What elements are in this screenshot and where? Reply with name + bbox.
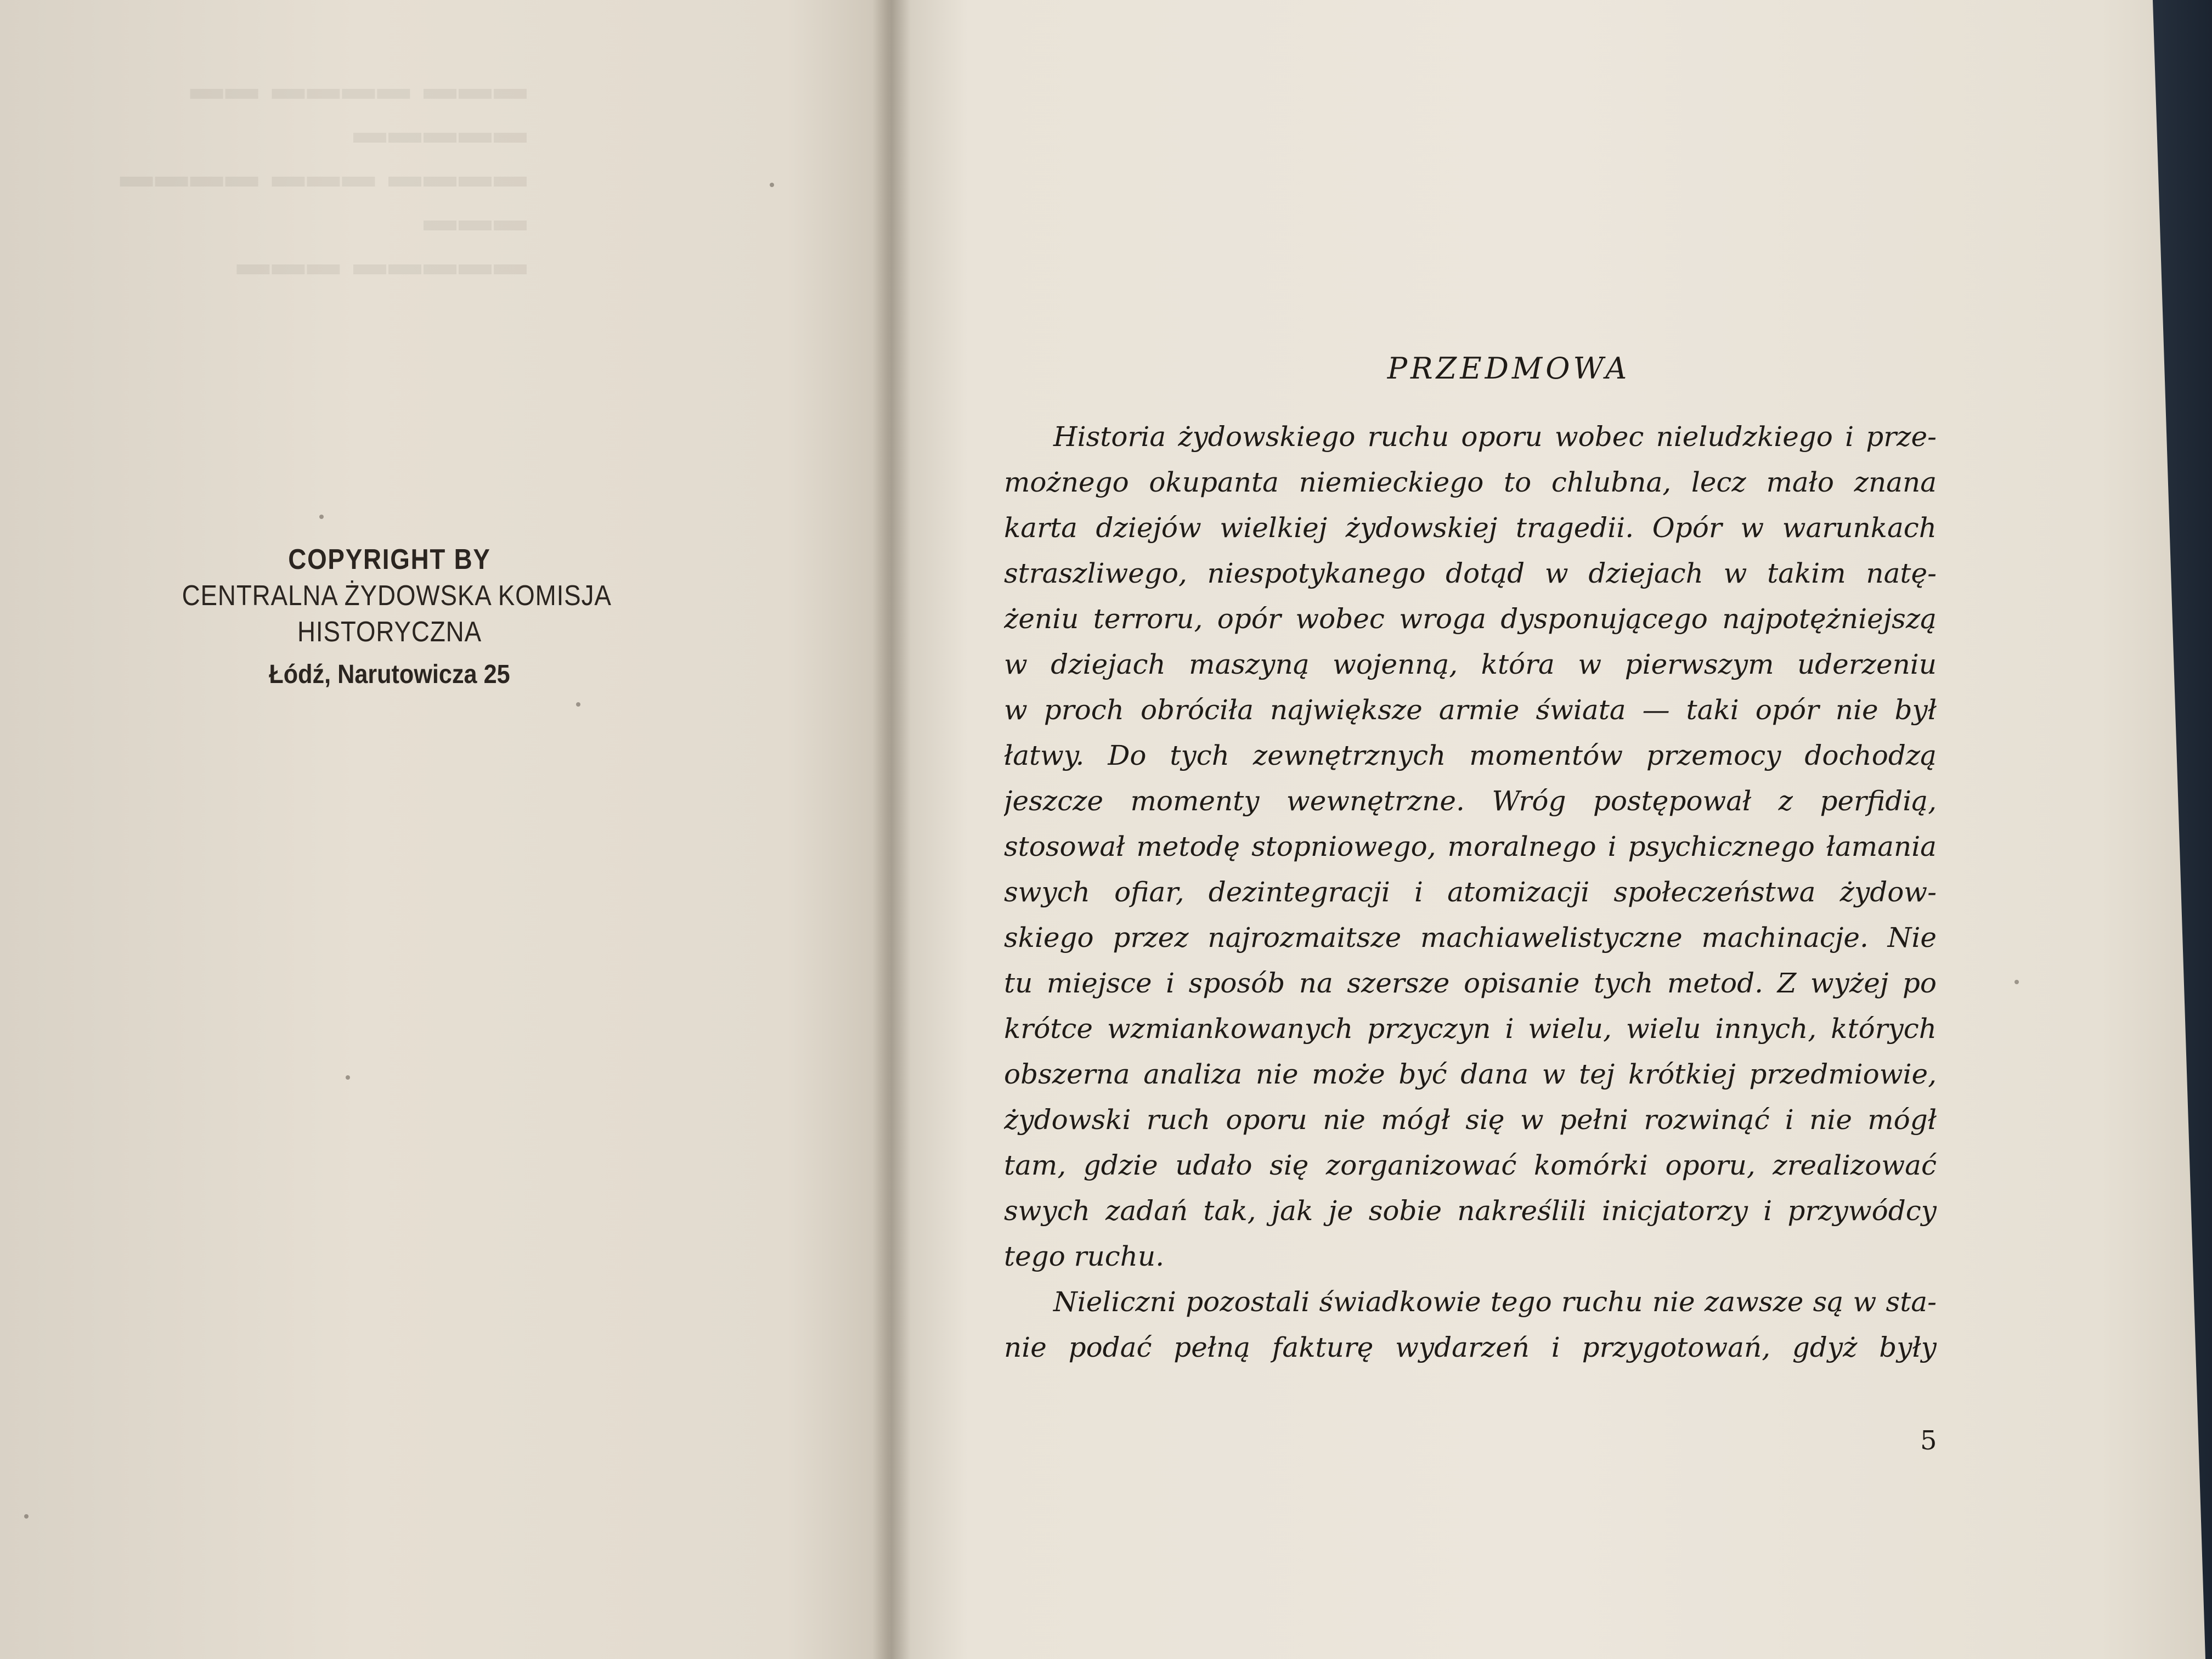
- page-number: 5: [1920, 1425, 1937, 1456]
- text-line: stosował metodę stopniowego, moralnego i psychicznego łamania: [1004, 831, 1937, 862]
- text-line: krótce wzmiankowanych przyczyn i wielu, wielu innych, których: [1004, 1013, 1937, 1045]
- text-line: Historia żydowskiego ruchu oporu wobec nieludzkiego i prze-: [1053, 421, 1937, 453]
- text-line: skiego przez najrozmaitsze machiawelistyczne machinacje. Nie: [1004, 922, 1937, 953]
- text-line: w dziejach maszyną wojenną, która w pierwszym uderzeniu: [1004, 648, 1937, 680]
- text-line: nie podać pełną fakturę wydarzeń i przygotowań, gdyż były: [1004, 1331, 1937, 1363]
- text-line: karta dziejów wielkiej żydowskiej tragedii. Opór w warunkach: [1004, 512, 1937, 544]
- stamp-line-organization-cont: HISTORYCZNA: [297, 616, 482, 648]
- preface-text-column: [1004, 351, 1937, 1370]
- preface-paragraph-1: [1004, 414, 1937, 1279]
- page-title: PRZEDMOWA: [1387, 351, 1630, 386]
- paper-speck: [24, 1514, 29, 1519]
- copyright-stamp: [154, 543, 625, 690]
- paper-speck: [576, 702, 580, 707]
- text-line: swych ofiar, dezintegracji i atomizacji społeczeństwa żydow-: [1004, 876, 1937, 908]
- text-line: obszerna analiza nie może być dana w tej krótkiej przedmiowie,: [1004, 1058, 1937, 1090]
- paper-speck: [770, 183, 774, 187]
- book-gutter: [872, 0, 911, 1659]
- preface-paragraph-2: [1004, 1279, 1937, 1370]
- text-line: możnego okupanta niemieckiego to chlubna, lecz mało znana: [1004, 466, 1937, 498]
- text-line: swych zadań tak, jak je sobie nakreślili inicjatorzy i przywódcy: [1004, 1195, 1937, 1227]
- text-line: w proch obróciła największe armie świata — taki opór nie był: [1004, 694, 1937, 726]
- show-through-text: ▬▬▬ ▬▬▬▬ ▬▬ ▬▬▬▬▬ ▬▬▬▬ ▬▬▬ ▬▬▬▬ ▬▬▬ ▬▬▬▬▬ ▬▬▬: [117, 69, 527, 281]
- paper-speck: [2015, 980, 2019, 984]
- left-page: [0, 0, 895, 1659]
- text-line: tam, gdzie udało się zorganizować komórki oporu, zrealizować: [1004, 1149, 1937, 1181]
- paper-speck: [319, 515, 324, 519]
- text-line: Nieliczni pozostali świadkowie tego ruchu nie zawsze są w sta-: [1053, 1286, 1937, 1318]
- text-line: żydowski ruch oporu nie mógł się w pełni rozwinąć i nie mógł: [1004, 1104, 1937, 1136]
- text-line: jeszcze momenty wewnętrzne. Wróg postępował z perfidią,: [1004, 785, 1937, 817]
- text-line: tu miejsce i sposób na szersze opisanie tych metod. Z wyżej po: [1004, 967, 1937, 999]
- stamp-line-copyright: COPYRIGHT BY: [288, 544, 491, 575]
- stamp-line-address: Łódź, Narutowicza 25: [269, 660, 510, 689]
- text-line: tego ruchu.: [1004, 1240, 1165, 1272]
- text-line: łatwy. Do tych zewnętrznych momentów przemocy dochodzą: [1004, 740, 1937, 771]
- paper-speck: [346, 1075, 350, 1080]
- text-line: straszliwego, niespotykanego dotąd w dziejach w takim natę-: [1004, 557, 1937, 589]
- stamp-line-organization: CENTRALNA ŻYDOWSKA KOMISJA: [182, 580, 612, 612]
- text-line: żeniu terroru, opór wobec wroga dysponującego najpotężniejszą: [1004, 603, 1937, 635]
